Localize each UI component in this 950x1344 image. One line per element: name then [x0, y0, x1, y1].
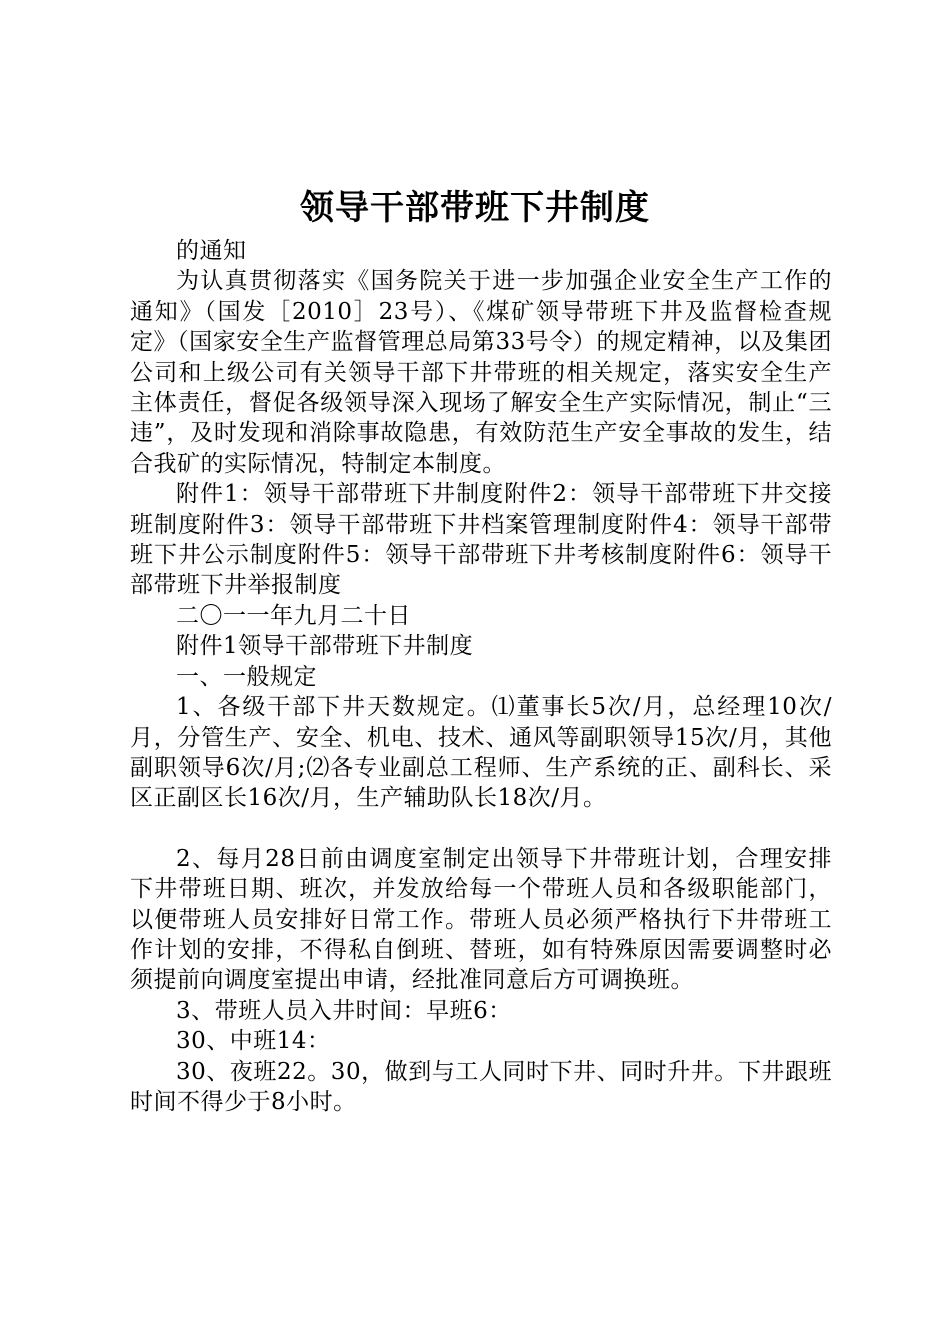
- paragraph-rule-3-cont-2: 30、夜班22。30，做到与工人同时下井、同时升井。下井跟班时间不得少于8小时。: [130, 1058, 832, 1115]
- paragraph-section-heading: 一、一般规定: [176, 663, 317, 690]
- paragraph-attachment-1-title: 附件1领导干部带班下井制度: [176, 633, 474, 660]
- paragraph-rule-3-cont-1: 30、中班14：: [176, 1028, 331, 1055]
- paragraph-date: 二〇一一年九月二十日: [176, 602, 411, 629]
- document-title: 领导干部带班下井制度: [300, 188, 650, 228]
- paragraph-notice: 的通知: [176, 238, 247, 264]
- document-body: [130, 236, 832, 1117]
- paragraph-rule-3: 3、带班人员入井时间：早班6：: [176, 997, 512, 1024]
- paragraph-rule-2: 2、每月28日前由调度室制定出领导下井带班计划，合理安排下井带班日期、班次，并发放给每一个带班人员和各级职能部门，以便带班人员安排好日常工作。带班人员必须严格执行下井带班工作计划的安排，不得私自倒班、替班，如有特殊原因需要调整时必须提前向调度室提出申请，经批准同意后方可调换班。: [130, 845, 832, 994]
- paragraph-attachments: 附件1：领导干部带班下井制度附件2：领导干部带班下井交接班制度附件3：领导干部带班下井档案管理制度附件4：领导干部带班下井公示制度附件5：领导干部带班下井考核制度附件6：领导干部带班下井举报制度: [130, 481, 832, 599]
- paragraph-rule-1: 1、各级干部下井天数规定。⑴董事长5次/月，总经理10次/月，分管生产、安全、机电、技术、通风等副职领导15次/月，其他副职领导6次/月;⑵各专业副总工程师、生产系统的正、副科长、采区正副区长16次/月，生产辅助队长18次/月。: [130, 694, 832, 812]
- paragraph-preamble: 为认真贯彻落实《国务院关于进一步加强企业安全生产工作的通知》（国发［2010］23号）、《煤矿领导带班下井及监督检查规定》（国家安全生产监督管理总局第33号令）的规定精神，以及集团公司和上级公司有关领导干部下井带班的相关规定，落实安全生产主体责任，督促各级领导深入现场了解安全生产实际情况，制止“三违”，及时发现和消除事故隐患，有效防范生产安全事故的发生，结合我矿的实际情况，特制定本制度。: [130, 268, 832, 477]
